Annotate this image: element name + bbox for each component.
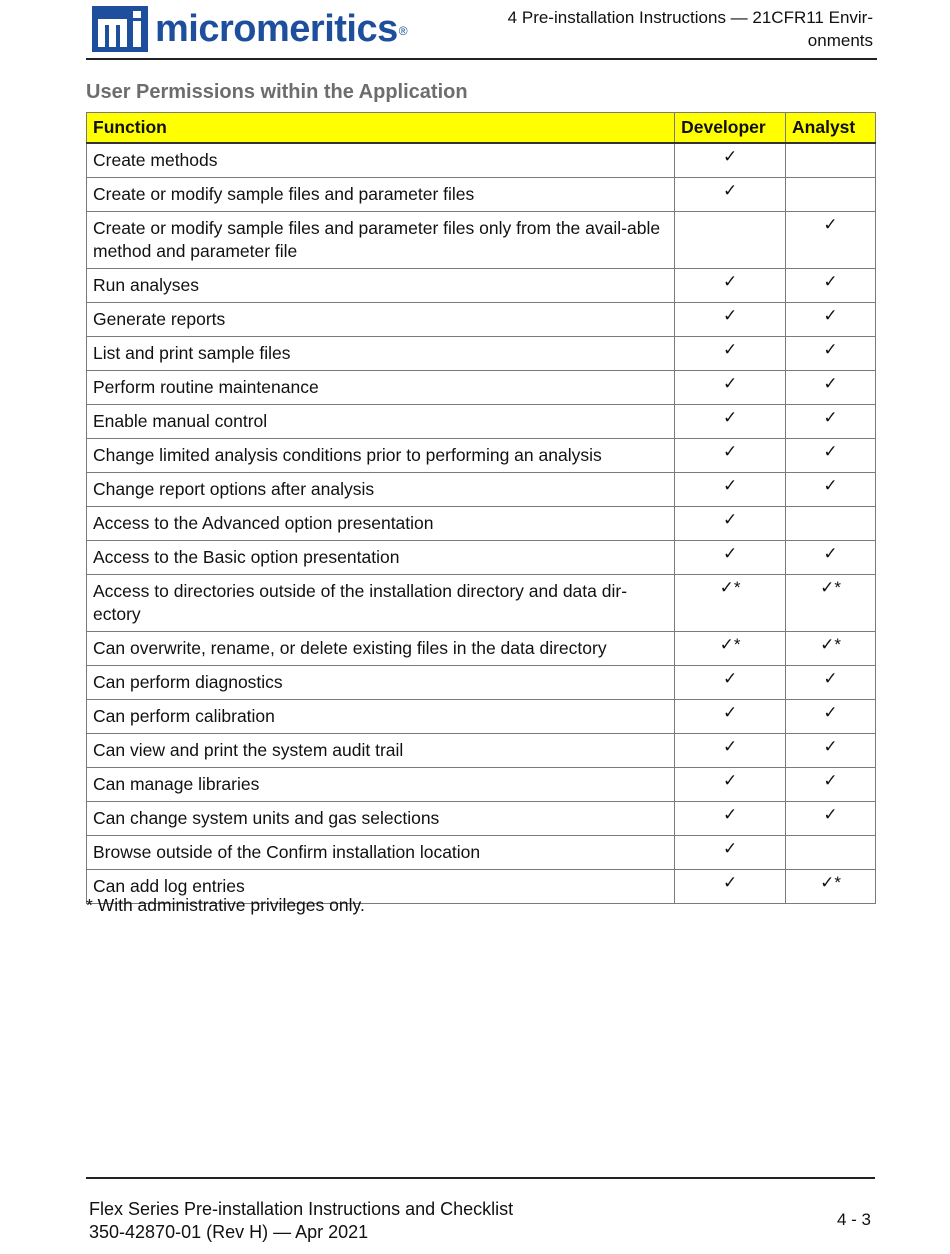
table-row xyxy=(87,541,876,575)
function-cell: List and print sample files xyxy=(87,337,675,371)
developer-permission-cell: ✓ xyxy=(675,836,786,870)
logo-wordmark: micromeritics xyxy=(155,8,398,50)
developer-permission-cell: ✓ xyxy=(675,507,786,541)
page-number: 4 - 3 xyxy=(836,1210,871,1229)
developer-permission-cell: ✓ xyxy=(675,473,786,507)
developer-permission-cell: ✓ xyxy=(675,700,786,734)
developer-permission-cell: ✓ xyxy=(675,802,786,836)
table-row xyxy=(87,575,876,632)
table-row xyxy=(87,632,876,666)
analyst-permission-cell: ✓ xyxy=(786,405,876,439)
analyst-permission-cell xyxy=(786,507,876,541)
developer-permission-cell: ✓ xyxy=(675,405,786,439)
analyst-permission-cell: ✓ xyxy=(786,303,876,337)
function-cell: Can add log entries xyxy=(87,870,675,904)
page-header xyxy=(0,0,950,62)
analyst-permission-cell: ✓ xyxy=(786,802,876,836)
function-cell: Access to directories outside of the installation directory and data dir-ectory xyxy=(87,575,675,632)
analyst-permission-cell: ✓ xyxy=(786,541,876,575)
analyst-permission-cell xyxy=(786,836,876,870)
table-row xyxy=(87,303,876,337)
table-row xyxy=(87,405,876,439)
analyst-permission-cell: ✓ xyxy=(786,473,876,507)
function-cell: Generate reports xyxy=(87,303,675,337)
table-row xyxy=(87,666,876,700)
permissions-table xyxy=(86,112,876,904)
function-cell: Can view and print the system audit trail xyxy=(87,734,675,768)
developer-permission-cell: ✓ xyxy=(675,178,786,212)
developer-permission-cell: ✓ xyxy=(675,541,786,575)
function-cell: Access to the Basic option presentation xyxy=(87,541,675,575)
table-row xyxy=(87,212,876,269)
analyst-permission-cell: ✓ xyxy=(786,269,876,303)
table-row xyxy=(87,473,876,507)
developer-permission-cell: ✓ xyxy=(675,870,786,904)
table-row xyxy=(87,143,876,178)
function-cell: Run analyses xyxy=(87,269,675,303)
analyst-permission-cell: ✓ xyxy=(786,337,876,371)
column-header-developer: Developer xyxy=(675,113,786,144)
function-cell: Change report options after analysis xyxy=(87,473,675,507)
function-cell: Can perform diagnostics xyxy=(87,666,675,700)
function-cell: Create or modify sample files and parameter files only from the avail-able method and parameter file xyxy=(87,212,675,269)
analyst-permission-cell: ✓* xyxy=(786,632,876,666)
chapter-title: 4 Pre-installation Instructions — 21CFR11 Envir-onments xyxy=(507,8,873,50)
table-row xyxy=(87,337,876,371)
table-row xyxy=(87,734,876,768)
registered-mark: ® xyxy=(398,24,408,38)
function-cell: Can manage libraries xyxy=(87,768,675,802)
analyst-permission-cell: ✓* xyxy=(786,575,876,632)
developer-permission-cell: ✓* xyxy=(675,632,786,666)
analyst-permission-cell: ✓ xyxy=(786,734,876,768)
analyst-permission-cell: ✓* xyxy=(786,870,876,904)
analyst-permission-cell: ✓ xyxy=(786,439,876,473)
footnote: * With administrative privileges only. xyxy=(86,895,365,915)
analyst-permission-cell: ✓ xyxy=(786,700,876,734)
developer-permission-cell: ✓ xyxy=(675,768,786,802)
analyst-permission-cell xyxy=(786,178,876,212)
function-cell: Browse outside of the Confirm installation location xyxy=(87,836,675,870)
table-row xyxy=(87,700,876,734)
table-row xyxy=(87,269,876,303)
developer-permission-cell: ✓ xyxy=(675,371,786,405)
footer-doc-number: 350-42870-01 (Rev H) — Apr 2021 xyxy=(89,1222,369,1242)
function-cell: Can overwrite, rename, or delete existing files in the data directory xyxy=(87,632,675,666)
mi-logo-icon xyxy=(92,6,148,52)
analyst-permission-cell: ✓ xyxy=(786,768,876,802)
function-cell: Create methods xyxy=(87,143,675,178)
analyst-permission-cell: ✓ xyxy=(786,666,876,700)
developer-permission-cell: ✓ xyxy=(675,143,786,178)
developer-permission-cell: ✓ xyxy=(675,269,786,303)
table-row xyxy=(87,507,876,541)
developer-permission-cell: ✓ xyxy=(675,337,786,371)
developer-permission-cell: ✓ xyxy=(675,666,786,700)
table-header-row xyxy=(87,113,876,144)
developer-permission-cell: ✓* xyxy=(675,575,786,632)
permissions-table-body xyxy=(87,143,876,904)
table-row xyxy=(87,802,876,836)
table-row xyxy=(87,371,876,405)
function-cell: Access to the Advanced option presentation xyxy=(87,507,675,541)
table-row xyxy=(87,178,876,212)
footer-doc-title: Flex Series Pre-installation Instructions and Checklist xyxy=(89,1199,514,1219)
developer-permission-cell: ✓ xyxy=(675,439,786,473)
analyst-permission-cell: ✓ xyxy=(786,212,876,269)
function-cell: Enable manual control xyxy=(87,405,675,439)
header-divider xyxy=(86,58,877,60)
function-cell: Create or modify sample files and parameter files xyxy=(87,178,675,212)
column-header-function: Function xyxy=(87,113,675,144)
developer-permission-cell: ✓ xyxy=(675,303,786,337)
function-cell: Can perform calibration xyxy=(87,700,675,734)
table-row xyxy=(87,768,876,802)
analyst-permission-cell xyxy=(786,143,876,178)
table-row xyxy=(87,836,876,870)
function-cell: Change limited analysis conditions prior to performing an analysis xyxy=(87,439,675,473)
function-cell: Perform routine maintenance xyxy=(87,371,675,405)
column-header-analyst: Analyst xyxy=(786,113,876,144)
footer-divider xyxy=(86,1177,875,1179)
table-row xyxy=(87,439,876,473)
developer-permission-cell: ✓ xyxy=(675,734,786,768)
analyst-permission-cell: ✓ xyxy=(786,371,876,405)
section-title: User Permissions within the Application xyxy=(86,81,468,103)
developer-permission-cell xyxy=(675,212,786,269)
micromeritics-logo xyxy=(92,6,408,52)
footer-document-info xyxy=(89,1198,513,1244)
function-cell: Can change system units and gas selections xyxy=(87,802,675,836)
